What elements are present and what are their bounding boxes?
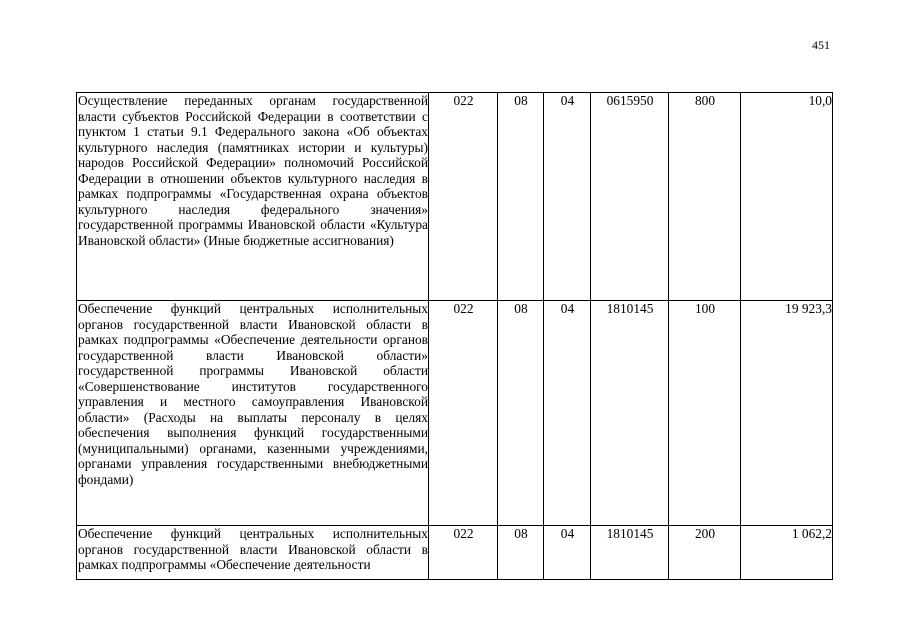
target-article-code: 1810145: [591, 301, 669, 526]
target-article-code: 0615950: [591, 93, 669, 301]
expense-type-code: 200: [669, 526, 741, 580]
target-article-code: 1810145: [591, 526, 669, 580]
amount: 19 923,3: [741, 301, 833, 526]
ministry-code: 022: [429, 526, 498, 580]
ministry-code: 022: [429, 93, 498, 301]
section-code: 08: [498, 301, 544, 526]
budget-table: [76, 92, 833, 580]
expense-type-code: 100: [669, 301, 741, 526]
table-row: [77, 526, 833, 580]
section-code: 08: [498, 526, 544, 580]
table-row: [77, 93, 833, 301]
page-number: 451: [812, 38, 830, 52]
row-description: Осуществление переданных органам государственной власти субъектов Российской Федерации в соответствии с пунктом 1 статьи 9.1 Федерального закона «Об объектах культурного наследия (памятниках истории и культуры) народов Российской Федерации» полномочий Российской Федерации в отношении объектов культурного наследия в рамках подпрограммы «Государственная охрана объектов культурного наследия федерального значения» государственной программы Ивановской области «Культура Ивановской области» (Иные бюджетные ассигнования): [77, 93, 429, 301]
amount: 1 062,2: [741, 526, 833, 580]
subsection-code: 04: [544, 301, 591, 526]
row-description: Обеспечение функций центральных исполнительных органов государственной власти Ивановской области в рамках подпрограммы «Обеспечение деятельности органов государственной власти Ивановской области» государственной программы Ивановской области «Совершенствование институтов государственного управления и местного самоуправления Ивановской области» (Расходы на выплаты персоналу в целях обеспечения выполнения функций государственными (муниципальными) органами, казенными учреждениями, органами управления государственными внебюджетными фондами): [77, 301, 429, 526]
section-code: 08: [498, 93, 544, 301]
row-description: Обеспечение функций центральных исполнительных органов государственной власти Ивановской области в рамках подпрограммы «Обеспечение деятельности: [77, 526, 429, 580]
expense-type-code: 800: [669, 93, 741, 301]
table-row: [77, 301, 833, 526]
subsection-code: 04: [544, 93, 591, 301]
subsection-code: 04: [544, 526, 591, 580]
ministry-code: 022: [429, 301, 498, 526]
amount: 10,0: [741, 93, 833, 301]
